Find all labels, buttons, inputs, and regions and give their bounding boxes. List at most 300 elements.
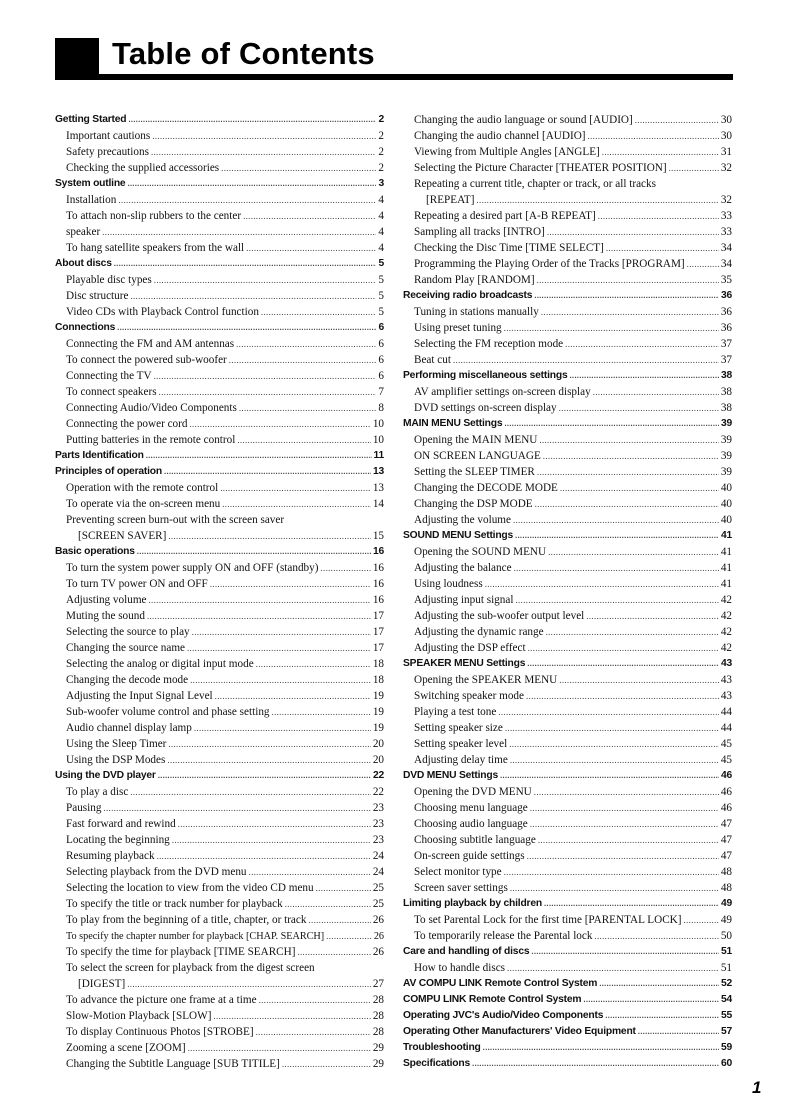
toc-subentry[interactable] — [403, 784, 732, 800]
toc-subentry[interactable] — [403, 608, 732, 624]
toc-entry-page: 37 — [720, 354, 732, 366]
toc-subentry[interactable] — [55, 144, 384, 160]
dot-leader — [602, 144, 719, 160]
toc-section-entry[interactable] — [55, 464, 384, 480]
toc-entry-page: 50 — [720, 930, 732, 942]
dot-leader — [687, 256, 719, 272]
toc-subentry[interactable] — [403, 704, 732, 720]
toc-subentry[interactable] — [55, 240, 384, 256]
toc-entry-page: 39 — [720, 418, 732, 429]
toc-entry-page: 26 — [373, 931, 384, 942]
toc-entry-page: 18 — [372, 674, 384, 686]
toc-entry-page: 14 — [372, 498, 384, 510]
toc-section-entry[interactable] — [403, 944, 732, 960]
dot-leader — [504, 416, 719, 432]
toc-entry-title: Connecting the FM and AM antennas — [66, 338, 235, 350]
dot-leader — [546, 624, 719, 640]
toc-subentry[interactable] — [55, 192, 384, 208]
dot-leader — [515, 528, 719, 544]
toc-entry-title: To connect the powered sub-woofer — [66, 354, 227, 366]
toc-section-entry[interactable] — [403, 1008, 732, 1024]
toc-entry-page: 17 — [372, 610, 384, 622]
toc-subentry[interactable] — [55, 416, 384, 432]
toc-section-entry[interactable] — [403, 528, 732, 544]
toc-subentry[interactable] — [403, 432, 732, 448]
toc-entry-page: 38 — [720, 386, 732, 398]
toc-entry-page: 49 — [720, 914, 732, 926]
toc-section-entry[interactable] — [55, 112, 384, 128]
toc-subentry[interactable] — [403, 832, 732, 848]
dot-leader — [535, 496, 719, 512]
toc-subentry[interactable] — [403, 144, 732, 160]
toc-subentry[interactable] — [55, 400, 384, 416]
dot-leader — [472, 1056, 719, 1072]
toc-subentry[interactable] — [55, 608, 384, 624]
toc-subentry[interactable] — [403, 128, 732, 144]
toc-entry-title: Specifications — [403, 1058, 471, 1069]
toc-section-entry[interactable] — [55, 544, 384, 560]
toc-subentry[interactable] — [55, 224, 384, 240]
dot-leader — [530, 800, 719, 816]
dot-leader — [149, 592, 371, 608]
toc-subentry[interactable] — [55, 1008, 384, 1024]
toc-entry-page: 33 — [720, 210, 732, 222]
toc-subentry[interactable] — [403, 592, 732, 608]
toc-subentry[interactable] — [55, 592, 384, 608]
toc-subentry[interactable] — [55, 832, 384, 848]
dot-leader — [229, 352, 377, 368]
toc-entry-title: Adjusting the sub-woofer output level — [414, 610, 585, 622]
toc-subentry[interactable] — [55, 976, 384, 992]
toc-subentry[interactable] — [55, 1040, 384, 1056]
toc-subentry[interactable] — [55, 912, 384, 928]
toc-subentry[interactable] — [403, 496, 732, 512]
dot-leader — [128, 112, 376, 128]
toc-entry-title: Choosing subtitle language — [414, 834, 536, 846]
toc-section-entry[interactable] — [55, 448, 384, 464]
dot-leader — [146, 448, 372, 464]
toc-section-entry[interactable] — [55, 176, 384, 192]
toc-subentry[interactable] — [403, 384, 732, 400]
toc-entry-title: Selecting playback from the DVD menu — [66, 866, 247, 878]
toc-entry-title: Preventing screen burn-out with the screen saver — [66, 514, 285, 526]
dot-leader — [635, 112, 719, 128]
dot-leader — [152, 128, 376, 144]
dot-leader — [507, 960, 719, 976]
toc-subentry[interactable] — [403, 480, 732, 496]
toc-entry-page: 43 — [720, 690, 732, 702]
dot-leader — [538, 832, 719, 848]
toc-subentry[interactable] — [403, 352, 732, 368]
toc-entry-title: Care and handling of discs — [403, 946, 530, 957]
dot-leader — [308, 912, 370, 928]
toc-section-entry[interactable] — [55, 256, 384, 272]
toc-entry-title: [REPEAT] — [426, 194, 475, 206]
toc-section-entry[interactable] — [55, 320, 384, 336]
toc-entry-page: 51 — [720, 946, 732, 957]
dot-leader — [515, 592, 718, 608]
toc-entry-title: Adjusting volume — [66, 594, 147, 606]
dot-leader — [137, 544, 371, 560]
toc-entry-page: 6 — [378, 338, 384, 350]
toc-entry-title: Adjusting the volume — [414, 514, 511, 526]
toc-entry-page: 19 — [372, 722, 384, 734]
toc-entry-title: Using the DVD player — [55, 770, 156, 781]
toc-entry-page: 57 — [720, 1026, 732, 1037]
toc-entry-title: Adjusting the balance — [414, 562, 512, 574]
toc-right-column — [403, 112, 732, 1072]
toc-entry-title: AV COMPU LINK Remote Control System — [403, 978, 598, 989]
toc-entry-page: 26 — [372, 946, 384, 958]
toc-entry-title: How to handle discs — [414, 962, 506, 974]
toc-subentry[interactable] — [403, 672, 732, 688]
toc-subentry[interactable] — [55, 800, 384, 816]
toc-entry-page: 6 — [378, 370, 384, 382]
dot-leader — [510, 880, 719, 896]
toc-subentry[interactable] — [55, 1024, 384, 1040]
toc-entry-page: 47 — [720, 850, 732, 862]
dot-leader — [684, 912, 719, 928]
toc-section-entry[interactable] — [55, 768, 384, 784]
toc-entry-title: Programming the Playing Order of the Tracks [PROGRAM] — [414, 258, 685, 270]
toc-entry-title: SPEAKER MENU Settings — [403, 658, 526, 669]
toc-subentry[interactable] — [55, 944, 384, 960]
toc-subentry[interactable] — [55, 560, 384, 576]
toc-entry-page: 19 — [372, 690, 384, 702]
toc-entry-title: Playing a test tone — [414, 706, 497, 718]
toc-subentry[interactable] — [55, 736, 384, 752]
toc-subentry[interactable] — [403, 560, 732, 576]
toc-section-entry[interactable] — [403, 1040, 732, 1056]
toc-subentry[interactable] — [55, 816, 384, 832]
toc-subentry[interactable] — [55, 304, 384, 320]
toc-entry-title: Installation — [66, 194, 117, 206]
toc-subentry[interactable] — [55, 352, 384, 368]
dot-leader — [594, 928, 718, 944]
toc-subentry[interactable] — [55, 512, 384, 528]
toc-entry-title: To play from the beginning of a title, chapter, or track — [66, 914, 307, 926]
toc-entry-title: Adjusting the dynamic range — [414, 626, 544, 638]
dot-leader — [102, 224, 376, 240]
toc-entry-page: 19 — [372, 706, 384, 718]
dot-leader — [172, 832, 371, 848]
toc-entry-title: To display Continuous Photos [STROBE] — [66, 1026, 254, 1038]
toc-entry-title: About discs — [55, 258, 112, 269]
toc-subentry[interactable] — [403, 912, 732, 928]
toc-subentry[interactable] — [55, 624, 384, 640]
toc-subentry[interactable] — [403, 208, 732, 224]
toc-entry-title: Using preset tuning — [414, 322, 502, 334]
toc-entry-title: Putting batteries in the remote control — [66, 434, 236, 446]
dot-leader — [246, 240, 376, 256]
toc-subentry[interactable] — [55, 288, 384, 304]
toc-entry-page: 30 — [720, 114, 732, 126]
toc-subentry[interactable] — [55, 384, 384, 400]
toc-entry-page: 16 — [372, 578, 384, 590]
toc-subentry[interactable] — [55, 688, 384, 704]
dot-leader — [500, 768, 719, 784]
toc-entry-title: To specify the chapter number for playback [CHAP. SEARCH] — [66, 931, 325, 942]
toc-entry-title: Zooming a scene [ZOOM] — [66, 1042, 186, 1054]
toc-entry-page: 5 — [378, 258, 384, 269]
toc-entry-page: 17 — [372, 626, 384, 638]
toc-entry-page: 15 — [372, 530, 384, 542]
toc-entry-page: 43 — [720, 674, 732, 686]
dot-leader — [537, 272, 719, 288]
toc-entry-title: DVD settings on-screen display — [414, 402, 557, 414]
dot-leader — [220, 480, 371, 496]
toc-section-entry[interactable] — [403, 1024, 732, 1040]
toc-subentry[interactable] — [403, 160, 732, 176]
dot-leader — [530, 816, 719, 832]
dot-leader — [159, 384, 377, 400]
toc-entry-page: 46 — [720, 802, 732, 814]
toc-section-entry[interactable] — [403, 368, 732, 384]
dot-leader — [222, 496, 371, 512]
toc-subentry[interactable] — [55, 528, 384, 544]
toc-entry-page: 33 — [720, 226, 732, 238]
dot-leader — [151, 144, 376, 160]
toc-entry-page: 16 — [372, 546, 384, 557]
toc-entry-title: Switching speaker mode — [414, 690, 524, 702]
toc-subentry[interactable] — [55, 656, 384, 672]
toc-entry-page: 2 — [378, 162, 384, 174]
toc-entry-title: To turn TV power ON and OFF — [66, 578, 208, 590]
toc-entry-page: 7 — [378, 386, 384, 398]
toc-subentry[interactable] — [55, 496, 384, 512]
toc-section-entry[interactable] — [403, 288, 732, 304]
toc-entry-page: 40 — [720, 514, 732, 526]
toc-subentry[interactable] — [55, 336, 384, 352]
toc-subentry[interactable] — [403, 640, 732, 656]
toc-entry-title: To specify the time for playback [TIME SEARCH] — [66, 946, 296, 958]
toc-subentry[interactable] — [55, 704, 384, 720]
toc-entry-title: Video CDs with Playback Control function — [66, 306, 259, 318]
toc-subentry[interactable] — [403, 864, 732, 880]
dot-leader — [127, 976, 371, 992]
dot-leader — [588, 128, 719, 144]
toc-entry-page: 39 — [720, 450, 732, 462]
toc-entry-title: Selecting the source to play — [66, 626, 190, 638]
toc-entry-title: To turn the system power supply ON and OFF (standby) — [66, 562, 319, 574]
toc-subentry[interactable] — [55, 864, 384, 880]
toc-entry-title: To connect speakers — [66, 386, 157, 398]
toc-entry-title: Opening the MAIN MENU — [414, 434, 538, 446]
toc-subentry[interactable] — [403, 800, 732, 816]
toc-subentry[interactable] — [403, 576, 732, 592]
toc-entry-page: 39 — [720, 466, 732, 478]
toc-entry-page: 28 — [372, 994, 384, 1006]
toc-entry-title: Repeating a desired part [A-B REPEAT] — [414, 210, 596, 222]
toc-entry-page: 45 — [720, 754, 732, 766]
dot-leader — [593, 384, 719, 400]
toc-entry-title: Operation with the remote control — [66, 482, 219, 494]
toc-subentry[interactable] — [55, 160, 384, 176]
toc-subentry[interactable] — [55, 368, 384, 384]
toc-subentry[interactable] — [55, 272, 384, 288]
toc-subentry[interactable] — [403, 688, 732, 704]
toc-subentry[interactable] — [55, 640, 384, 656]
toc-subentry[interactable] — [55, 896, 384, 912]
dot-leader — [130, 288, 376, 304]
toc-subentry[interactable] — [55, 960, 384, 976]
toc-entry-title: Connecting the TV — [66, 370, 152, 382]
toc-entry-page: 4 — [378, 226, 384, 238]
toc-entry-page: 29 — [372, 1042, 384, 1054]
toc-entry-title: Checking the supplied accessories — [66, 162, 220, 174]
dot-leader — [215, 688, 371, 704]
toc-subentry[interactable] — [403, 512, 732, 528]
dot-leader — [565, 336, 719, 352]
toc-subentry[interactable] — [403, 336, 732, 352]
toc-section-entry[interactable] — [403, 1056, 732, 1072]
toc-subentry[interactable] — [55, 880, 384, 896]
toc-subentry[interactable] — [55, 992, 384, 1008]
page-number: 1 — [752, 1078, 762, 1097]
toc-subentry[interactable] — [55, 752, 384, 768]
toc-entry-title: speaker — [66, 226, 101, 238]
toc-subentry[interactable] — [55, 928, 384, 944]
toc-entry-page: 41 — [720, 562, 732, 574]
toc-subentry[interactable] — [403, 624, 732, 640]
dot-leader — [544, 896, 719, 912]
dot-leader — [326, 928, 372, 945]
dot-leader — [117, 320, 376, 336]
toc-entry-title: System outline — [55, 178, 126, 189]
toc-entry-page: 2 — [378, 130, 384, 142]
dot-leader — [190, 672, 371, 688]
toc-entry-title: Disc structure — [66, 290, 129, 302]
toc-entry-page: 20 — [372, 738, 384, 750]
toc-subentry[interactable] — [403, 880, 732, 896]
toc-entry-title: AV amplifier settings on-screen display — [414, 386, 591, 398]
toc-entry-title: Operating JVC's Audio/Video Components — [403, 1010, 604, 1021]
toc-subentry[interactable] — [403, 928, 732, 944]
toc-entry-page: 38 — [720, 402, 732, 414]
dot-leader — [272, 704, 371, 720]
dot-leader — [476, 192, 718, 208]
toc-entry-title: Pausing — [66, 802, 102, 814]
toc-entry-page: 2 — [378, 146, 384, 158]
dot-leader — [118, 192, 376, 208]
dot-leader — [605, 1008, 719, 1024]
toc-entry-title: Connecting the power cord — [66, 418, 188, 430]
toc-entry-page: 46 — [720, 786, 732, 798]
dot-leader — [498, 704, 718, 720]
toc-section-entry[interactable] — [403, 992, 732, 1008]
toc-section-entry[interactable] — [403, 768, 732, 784]
toc-entry-title: To select the screen for playback from the digest screen — [66, 962, 315, 974]
toc-subentry[interactable] — [403, 736, 732, 752]
dot-leader — [586, 608, 719, 624]
toc-subentry[interactable] — [403, 240, 732, 256]
toc-subentry[interactable] — [403, 464, 732, 480]
toc-entry-title: Random Play [RANDOM] — [414, 274, 535, 286]
toc-subentry[interactable] — [403, 272, 732, 288]
toc-subentry[interactable] — [55, 480, 384, 496]
toc-entry-title: Setting speaker size — [414, 722, 503, 734]
toc-subentry[interactable] — [403, 960, 732, 976]
toc-subentry[interactable] — [403, 176, 732, 192]
dot-leader — [256, 1024, 371, 1040]
toc-subentry[interactable] — [55, 128, 384, 144]
toc-entry-title: Parts Identification — [55, 450, 144, 461]
toc-subentry[interactable] — [55, 1056, 384, 1072]
header-rule — [55, 74, 733, 80]
dot-leader — [559, 672, 719, 688]
toc-subentry[interactable] — [403, 256, 732, 272]
toc-section-entry[interactable] — [403, 896, 732, 912]
toc-entry-title: Troubleshooting — [403, 1042, 481, 1053]
toc-entry-page: 48 — [720, 866, 732, 878]
toc-entry-page: 41 — [720, 530, 732, 541]
toc-entry-page: 51 — [720, 962, 732, 974]
toc-subentry[interactable] — [403, 816, 732, 832]
toc-subentry[interactable] — [55, 672, 384, 688]
toc-subentry[interactable] — [403, 224, 732, 240]
dot-leader — [154, 368, 377, 384]
dot-leader — [598, 208, 719, 224]
toc-entry-page: 22 — [372, 786, 384, 798]
dot-leader — [537, 464, 719, 480]
toc-subentry[interactable] — [55, 576, 384, 592]
toc-entry-title: Changing the decode mode — [66, 674, 189, 686]
toc-section-entry[interactable] — [403, 656, 732, 672]
toc-subentry[interactable] — [403, 544, 732, 560]
toc-entry-page: 41 — [720, 546, 732, 558]
toc-subentry[interactable] — [55, 720, 384, 736]
toc-entry-page: 47 — [720, 818, 732, 830]
toc-entry-page: 54 — [720, 994, 732, 1005]
dot-leader — [256, 656, 371, 672]
toc-subentry[interactable] — [55, 432, 384, 448]
toc-section-entry[interactable] — [403, 416, 732, 432]
dot-leader — [559, 400, 719, 416]
toc-subentry[interactable] — [403, 448, 732, 464]
toc-entry-title: Audio channel display lamp — [66, 722, 192, 734]
dot-leader — [527, 656, 719, 672]
toc-subentry[interactable] — [55, 784, 384, 800]
toc-entry-page: 42 — [720, 594, 732, 606]
toc-subentry[interactable] — [55, 208, 384, 224]
toc-entry-title: Beat cut — [414, 354, 451, 366]
toc-subentry[interactable] — [403, 192, 732, 208]
toc-entry-page: 41 — [720, 578, 732, 590]
toc-subentry[interactable] — [403, 752, 732, 768]
dot-leader — [583, 992, 719, 1008]
toc-entry-page: 46 — [720, 770, 732, 781]
toc-entry-page: 4 — [378, 210, 384, 222]
toc-subentry[interactable] — [403, 848, 732, 864]
toc-entry-page: 10 — [372, 418, 384, 430]
toc-entry-title: Using the Sleep Timer — [66, 738, 167, 750]
toc-entry-page: 36 — [720, 322, 732, 334]
toc-entry-page: 5 — [378, 290, 384, 302]
toc-subentry[interactable] — [403, 304, 732, 320]
toc-entry-page: 24 — [372, 850, 384, 862]
toc-section-entry[interactable] — [403, 976, 732, 992]
toc-entry-page: 38 — [720, 370, 732, 381]
toc-subentry[interactable] — [403, 720, 732, 736]
dot-leader — [249, 864, 371, 880]
toc-entry-title: On-screen guide settings — [414, 850, 525, 862]
toc-subentry[interactable] — [403, 320, 732, 336]
toc-subentry[interactable] — [55, 848, 384, 864]
toc-entry-page: 24 — [372, 866, 384, 878]
toc-entry-title: Using the DSP Modes — [66, 754, 166, 766]
toc-subentry[interactable] — [403, 112, 732, 128]
toc-subentry[interactable] — [403, 400, 732, 416]
